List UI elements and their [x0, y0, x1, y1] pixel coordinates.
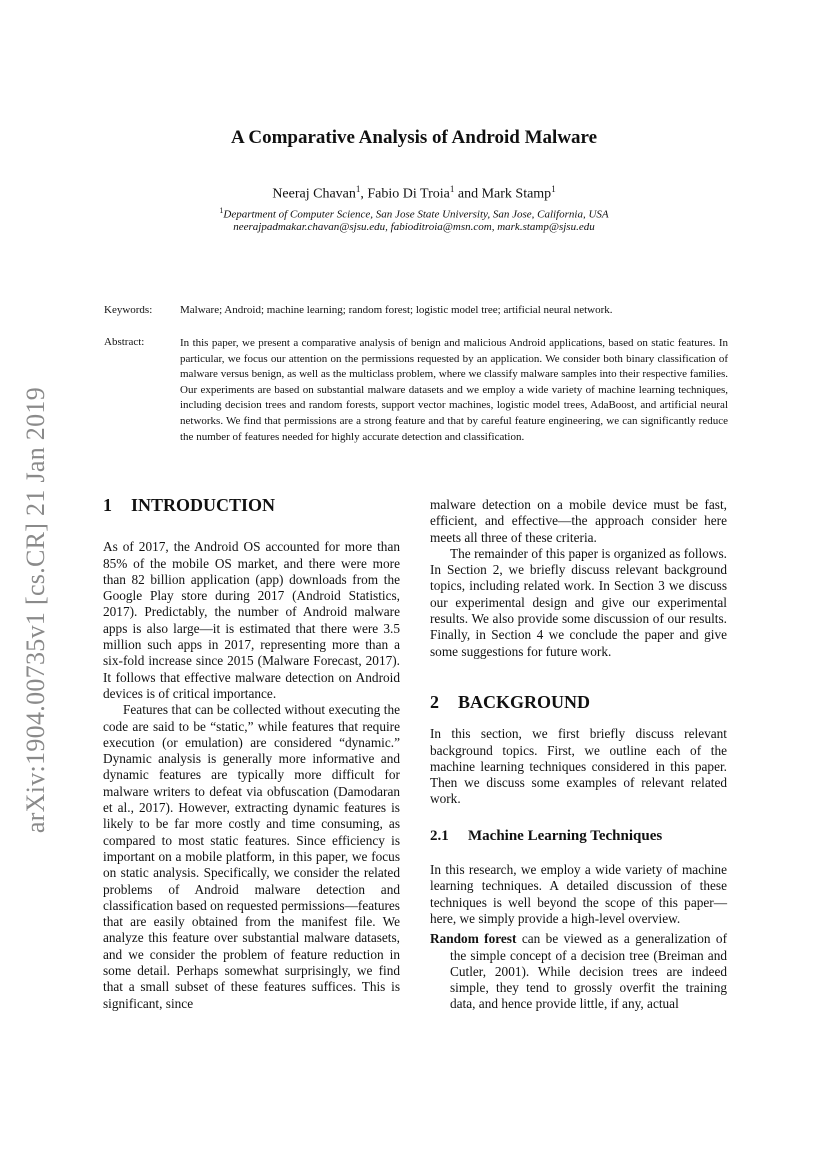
section-number: 2 [430, 691, 439, 712]
left-column [103, 497, 400, 1012]
section-number: 1 [103, 495, 112, 515]
intro-paragraph-2: Features that can be collected without executing the code are said to be “static,” while features that require execution (or emulation) are considered “dynamic.” Dynamic analysis is generally more informative and dynamic features are typically more difficult for malware writers to defeat via obfuscation (Damodaran et al., 2017). However, extracting dynamic features is likely to be far more costly and time consuming, as compared to most static features. Since efficiency is important on a mobile platform, in this paper, we focus on static analysis. Specifically, we consider the related problems of Android malware detection and classification based on requested permissions—features that are easily obtained from the manifest file. We analyze this feature over substantial malware datasets, and we consider the problem of feature reduction in some detail. Perhaps somewhat surprisingly, we find that a small subset of these features suffices. This is significant, since [103, 702, 400, 1011]
ml-paragraph-1: In this research, we employ a wide variety of machine learning techniques. A detailed discussion of these techniques is well beyond the scope of this paper—here, we simply provide a high-level overview. [430, 862, 727, 926]
affiliation-text: Department of Computer Science, San Jose State University, San Jose, California, USA [223, 208, 609, 221]
section-heading-introduction [103, 497, 400, 513]
right-column [430, 497, 727, 1013]
abstract-text: In this paper, we present a comparative analysis of benign and malicious Android applications, based on static features. In particular, we focus our attention on the permissions requested by an application. We consider both binary classification of malware versus benign, as well as the multiclass problem, where we classify malware samples into their respective families. Our experiments are based on substantial malware datasets and we employ a wide variety of machine learning techniques, including decision trees and random forests, support vector machines, logistic model trees, AdaBoost, and artificial neural networks. We find that permissions are a strong feature and that by careful feature engineering, we can significantly reduce the number of features needed for highly accurate detection and classification. [180, 337, 728, 443]
subsection-number: 2.1 [430, 827, 449, 844]
intro-paragraph-4: The remainder of this paper is organized as follows. In Section 2, we briefly discuss relevant background topics, including related work. In Section 3 we discuss our experimental design and give our experimental results. We also provide some discussion of our results. Finally, in Section 4 we conclude the paper and give some suggestions for future work. [430, 545, 727, 659]
arxiv-identifier-text: arXiv:1904.00735v1 [cs.CR] 21 Jan 2019 [21, 386, 50, 834]
intro-paragraph-1: As of 2017, the Android OS accounted for more than 85% of the mobile OS market, and there were more than 82 billion application (app) downloads from the Google Play store during 2017 (Android Statistics, 2017). Predictably, the number of Android malware apps is also large—it is estimated that there were 3.5 million such apps in 2017, representing more than a six-fold increase since 2015 (Malware Forecast, 2017). It follows that effective malware detection on Android devices is of critical importance. [103, 539, 400, 701]
background-paragraph-1: In this section, we first briefly discuss relevant background topics. First, we outline each of the machine learning techniques considered in this paper. Then we discuss some examples of relevant related work. [430, 726, 727, 807]
author-affiliation-mark: 1 [449, 184, 455, 194]
intro-paragraph-3: malware detection on a mobile device must be fast, efficient, and effective—the approach consider here meets all three of these criteria. [430, 497, 727, 545]
keywords-text: Malware; Android; machine learning; random forest; logistic model tree; artificial neural network. [180, 304, 613, 316]
random-forest-term: Random forest [430, 931, 517, 947]
section-title: BACKGROUND [458, 691, 591, 712]
random-forest-description: can be viewed as a generalization of the simple concept of a decision tree (Breiman and Cutler, 2001). While decision trees are indeed simple, they tend to grossly overfit the training data, and hence provide little, if any, actual [450, 931, 727, 1012]
author-separator: , [360, 186, 368, 202]
paper-title: A Comparative Analysis of Android Malware [230, 127, 598, 148]
arxiv-identifier [20, 370, 52, 850]
random-forest-item [430, 931, 727, 1012]
section-heading-background [430, 691, 727, 712]
affiliation-mark: 1 [219, 206, 224, 215]
author-separator: and [454, 186, 482, 202]
author-name: Neeraj Chavan [272, 186, 356, 202]
author-name: Fabio Di Troia [367, 186, 450, 202]
author-list [0, 184, 828, 203]
author-affiliation-mark: 1 [551, 184, 556, 194]
subsection-heading-ml-techniques [430, 828, 727, 844]
subsection-title: Machine Learning Techniques [468, 827, 663, 844]
author-emails: neerajpadmakar.chavan@sjsu.edu, fabioditroia@msn.com, mark.stamp@sjsu.edu [233, 221, 595, 233]
affiliation [0, 206, 828, 221]
abstract-label: Abstract: [104, 336, 145, 348]
section-title: INTRODUCTION [131, 495, 276, 515]
author-name: Mark Stamp [481, 186, 552, 202]
author-affiliation-mark: 1 [355, 184, 361, 194]
keywords-label: Keywords: [104, 304, 153, 316]
